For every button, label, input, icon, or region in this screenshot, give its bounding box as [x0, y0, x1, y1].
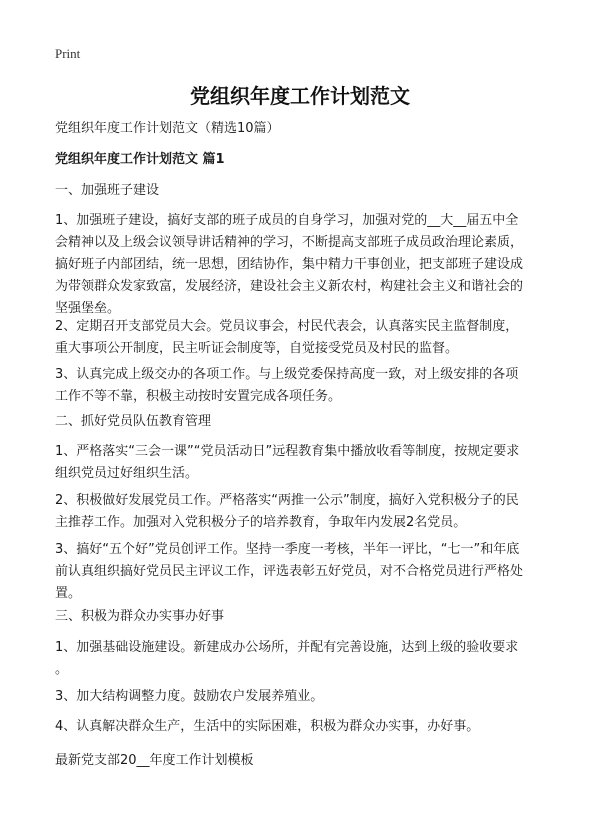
paragraph-line: 重大事项公开制度，民主听证会制度等，自觉接受党员及村民的监督。 — [55, 341, 459, 356]
paragraph-line: 会精神以及上级会议领导讲话精神的学习，不断提高支部班子成员政治理论素质， — [55, 235, 524, 250]
heading-2: 二、抓好党员队伍教育管理 — [55, 414, 212, 429]
paragraph-9: 4、认真解决群众生产，生活中的实际困难，积极为群众办实事，办好事。 — [55, 719, 480, 734]
paragraph-line: 1、加强基础设施建设。新建成办公场所，并配有完善设施，达到上级的验收要求 — [55, 640, 519, 655]
paragraph-line: 工作不等不靠，积极主动按时安置完成各项任务。 — [55, 389, 342, 404]
paragraph-line: 为带领群众发家致富，发展经济，建设社会主义新农村，构建社会主义和谐社会的 — [55, 279, 524, 294]
footer-line: 最新党支部20__年度工作计划模板 — [55, 753, 254, 768]
paragraph-line: 3、搞好“五个好”党员创评工作。坚持一季度一考核，半年一评比，“七一”和年底 — [55, 542, 520, 557]
paragraph-3 — [55, 364, 555, 408]
document-subtitle: 党组织年度工作计划范文（精选10篇） — [55, 121, 280, 136]
paragraph-5 — [55, 490, 555, 534]
paragraph-line: 2、定期召开支部党员大会。党员议事会，村民代表会，认真落实民主监督制度， — [55, 319, 519, 334]
print-link[interactable]: Print — [55, 46, 81, 61]
paragraph-line: 1、严格落实“三会一课”“党员活动日”远程教育集中播放收看等制度，按规定要求 — [55, 444, 520, 459]
paragraph-line: 组织党员过好组织生活。 — [55, 466, 199, 481]
paragraph-1 — [55, 210, 555, 320]
paragraph-2 — [55, 316, 555, 360]
heading-3: 三、积极为群众办实事办好事 — [55, 609, 225, 624]
paragraph-line: 。 — [55, 662, 69, 677]
paragraph-line: 3、认真完成上级交办的各项工作。与上级党委保持高度一致，对上级安排的各项 — [55, 367, 519, 382]
paragraph-line: 1、加强班子建设，搞好支部的班子成员的自身学习，加强对党的__大__届五中全 — [55, 213, 519, 228]
paragraph-7 — [55, 637, 555, 681]
paragraph-line: 置。 — [55, 586, 82, 601]
paragraph-line: 前认真组织搞好党员民主评议工作，评选表彰五好党员，对不合格党员进行严格处 — [55, 564, 524, 579]
paragraph-4 — [55, 441, 555, 485]
paragraph-line: 坚强堡垒。 — [55, 301, 121, 316]
paragraph-line: 主推荐工作。加强对入党积极分子的培养教育，争取年内发展2名党员。 — [55, 515, 467, 530]
document-title: 党组织年度工作计划范文 — [190, 84, 410, 108]
heading-1: 一、加强班子建设 — [55, 183, 160, 198]
section-title: 党组织年度工作计划范文 篇1 — [55, 152, 225, 167]
paragraph-line: 2、积极做好发展党员工作。严格落实“两推一公示”制度，搞好入党积极分子的民 — [55, 493, 519, 508]
paragraph-line: 搞好班子内部团结，统一思想，团结协作，集中精力干事创业，把支部班子建设成 — [55, 257, 524, 272]
paragraph-8: 3、加大结构调整力度。鼓励农户发展养殖业。 — [55, 689, 324, 704]
paragraph-6 — [55, 539, 555, 605]
